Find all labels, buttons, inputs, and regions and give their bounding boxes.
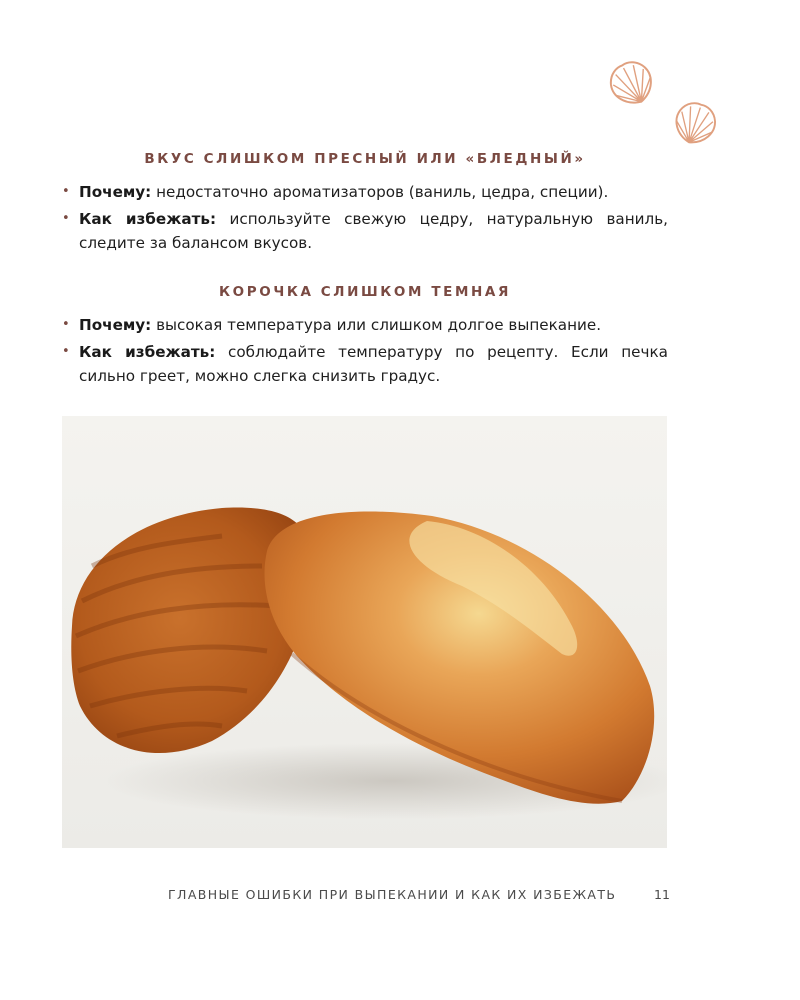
item-lead: Как избежать: xyxy=(79,342,216,361)
item-text: высокая температура или слишком долгое выпекание. xyxy=(151,316,602,334)
page-number: 11 xyxy=(654,887,670,902)
section-heading: КОРОЧКА СЛИШКОМ ТЕМНАЯ xyxy=(219,284,511,300)
section-heading: ВКУС СЛИШКОМ ПРЕСНЫЙ ИЛИ «БЛЕДНЫЙ» xyxy=(144,151,586,167)
bullet-icon: • xyxy=(62,317,70,332)
item-text: соблюдайте температуру по рецепту. Если печка сильно греет, можно слегка снизить градус. xyxy=(79,342,668,385)
madeleine-shell-icon xyxy=(598,51,666,118)
madeleines-photo xyxy=(62,416,667,848)
item-text: используйте свежую цедру, натуральную ваниль, следите за балансом вкусов. xyxy=(79,209,668,252)
madeleine-shell-icon xyxy=(664,93,726,154)
item-lead: Почему: xyxy=(79,183,152,201)
item-lead: Почему: xyxy=(79,316,152,334)
bullet-icon: • xyxy=(62,210,70,226)
running-footer: ГЛАВНЫЕ ОШИБКИ ПРИ ВЫПЕКАНИИ И КАК ИХ ИЗБЕЖАТЬ xyxy=(168,887,617,902)
list-item xyxy=(62,313,668,338)
list-item xyxy=(62,207,668,256)
bullet-list xyxy=(62,313,668,391)
list-item xyxy=(62,340,668,389)
bullet-icon: • xyxy=(62,184,70,199)
bullet-icon: • xyxy=(62,343,70,359)
item-lead: Как избежать: xyxy=(79,209,217,228)
bullet-list xyxy=(62,180,668,258)
item-text: недостаточно ароматизаторов (ваниль, цедра, специи). xyxy=(151,183,609,201)
list-item xyxy=(62,180,668,205)
